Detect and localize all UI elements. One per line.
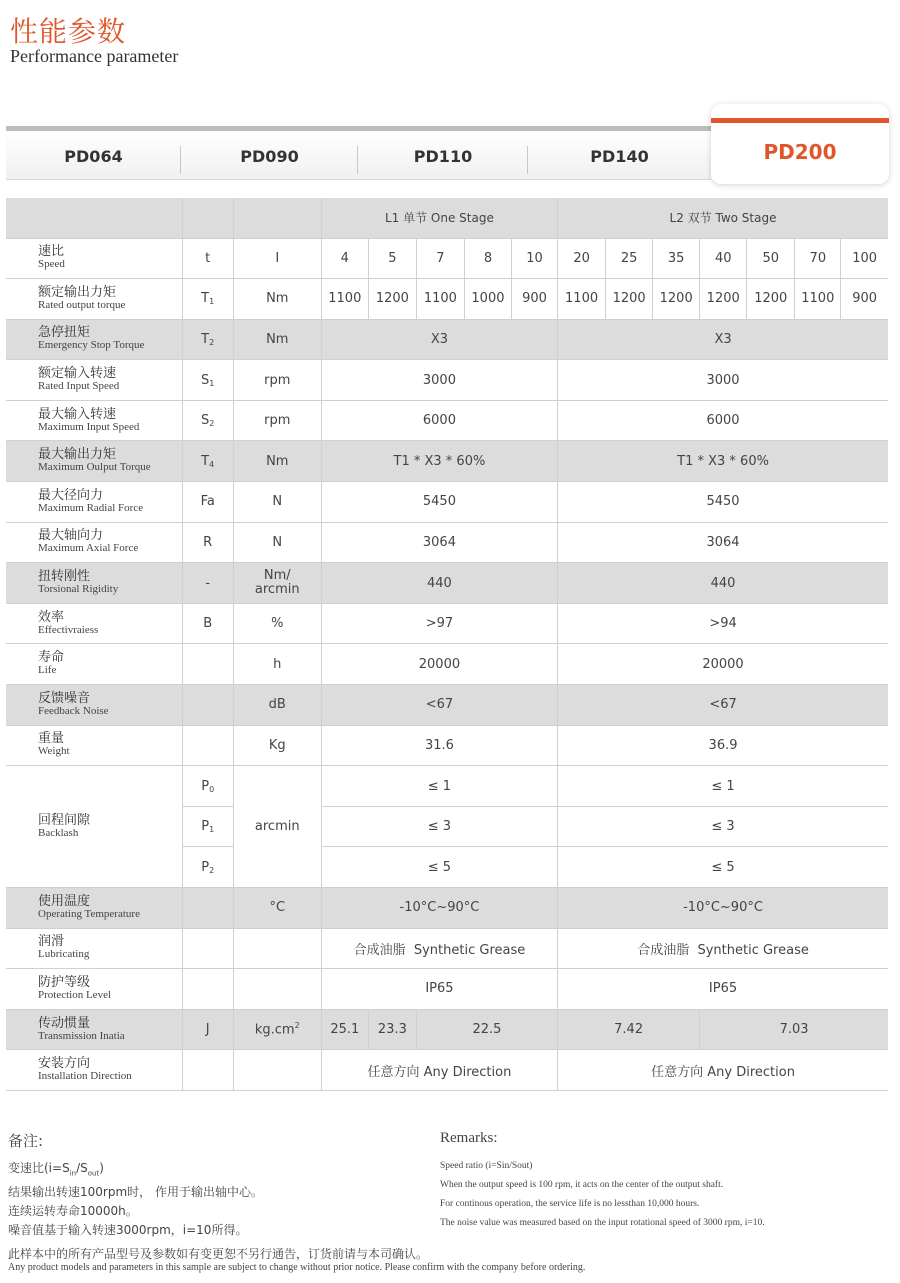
row-symbol [182, 1050, 233, 1091]
row-symbol: J [182, 1009, 233, 1050]
stage2-value: ≤ 1 [558, 766, 888, 807]
notes-en [440, 1130, 890, 1233]
header-blank [6, 198, 182, 238]
row-symbol: B [182, 603, 233, 644]
ratio-value: 40 [700, 238, 747, 279]
inertia-value: 7.03 [700, 1009, 888, 1050]
table-header-row [6, 198, 888, 238]
row-symbol: R [182, 522, 233, 563]
stage1-value: 3064 [321, 522, 557, 563]
ratio-value: 50 [747, 238, 795, 279]
torque-value: 1000 [464, 279, 511, 320]
row-unit [233, 1050, 321, 1091]
row-label: 额定输出力矩 Rated output torque [6, 279, 182, 320]
row-symbol [182, 644, 233, 685]
header-blank [233, 198, 321, 238]
inertia-value: 23.3 [368, 1009, 416, 1050]
torque-value: 1200 [653, 279, 700, 320]
tab-pd140[interactable] [528, 131, 711, 180]
row-symbol: $T_1$ [182, 279, 233, 320]
notes-cn-line: 噪音值基于输入转速3000rpm，i=10所得。 [8, 1223, 248, 1238]
torque-value: 1100 [416, 279, 464, 320]
disclaimer-cn: 此样本中的所有产品型号及参数如有变更恕不另行通告，订货前请与本司确认。 [8, 1247, 429, 1261]
row-label: 扭转刚性 Torsional Rigidity [6, 563, 182, 604]
row-unit: °C [233, 888, 321, 929]
table-row-rated-input-speed [6, 360, 888, 401]
disclaimer-en: Any product models and parameters in this sample are subject to change without prior notice. Please confirm with the company before ordering. [8, 1262, 586, 1273]
table-row-max-axial-force [6, 522, 888, 563]
row-unit: Nm/ arcmin [233, 563, 321, 604]
notes-cn-line: 连续运转寿命10000h。 [8, 1204, 138, 1219]
torque-value: 1200 [700, 279, 747, 320]
tab-label: PD200 [763, 140, 837, 164]
row-label: 额定输入转速 Rated Input Speed [6, 360, 182, 401]
row-symbol [182, 928, 233, 969]
row-symbol: $P_0$ [182, 766, 233, 807]
table-row-protection [6, 969, 888, 1010]
row-label: 润滑 Lubricating [6, 928, 182, 969]
tab-label: PD140 [590, 147, 649, 166]
stage2-value: ≤ 5 [558, 847, 888, 888]
torque-value: 1200 [606, 279, 653, 320]
row-label: 传动惯量 Transmission Inatia [6, 1009, 182, 1050]
table-row-ratio [6, 238, 888, 279]
ratio-value: 4 [321, 238, 368, 279]
row-label: 最大输出力矩 Maximum Oulput Torque [6, 441, 182, 482]
inertia-value: 7.42 [558, 1009, 700, 1050]
row-label: 防护等级 Protection Level [6, 969, 182, 1010]
stage2-value: 任意方向 Any Direction [558, 1050, 888, 1091]
page-title-en: Performance parameter [10, 46, 179, 66]
row-unit [233, 928, 321, 969]
stage1-value: X3 [321, 319, 557, 360]
row-symbol [182, 725, 233, 766]
row-label: 急停扭矩 Emergency Stop Torque [6, 319, 182, 360]
stage2-value: 3000 [558, 360, 888, 401]
row-unit: I [233, 238, 321, 279]
row-symbol [182, 888, 233, 929]
stage1-value: 6000 [321, 400, 557, 441]
row-symbol [182, 685, 233, 726]
table-row-max-input-speed [6, 400, 888, 441]
row-unit: rpm [233, 400, 321, 441]
stage2-value: X3 [558, 319, 888, 360]
row-unit [233, 969, 321, 1010]
row-label: 最大输入转速 Maximum Input Speed [6, 400, 182, 441]
stage2-value: 3064 [558, 522, 888, 563]
row-label: 效率 Effectivraiess [6, 603, 182, 644]
stage1-value: 合成油脂 Synthetic Grease [321, 928, 557, 969]
table-row-weight [6, 725, 888, 766]
stage2-value: 440 [558, 563, 888, 604]
notes-cn-heading: 备注: [8, 1132, 44, 1150]
row-symbol: $S_2$ [182, 400, 233, 441]
inertia-value: 22.5 [416, 1009, 557, 1050]
tab-pd200[interactable] [711, 104, 889, 184]
row-symbol: t [182, 238, 233, 279]
table-row-installation [6, 1050, 888, 1091]
row-unit: h [233, 644, 321, 685]
stage2-value: ≤ 3 [558, 806, 888, 847]
stage1-header: L1 单节 One Stage [321, 198, 557, 238]
header-blank [182, 198, 233, 238]
stage1-value: 3000 [321, 360, 557, 401]
stage1-value: IP65 [321, 969, 557, 1010]
table-row-efficiency [6, 603, 888, 644]
ratio-value: 8 [464, 238, 511, 279]
row-unit: N [233, 522, 321, 563]
torque-value: 900 [841, 279, 888, 320]
row-label: 寿命 Life [6, 644, 182, 685]
ratio-value: 100 [841, 238, 888, 279]
table-row-inertia [6, 1009, 888, 1050]
row-unit: N [233, 482, 321, 523]
notes-cn-line: 结果输出转速100rpm时， 作用于输出轴中心。 [8, 1185, 263, 1200]
table-row-max-output-torque [6, 441, 888, 482]
ratio-value: 20 [558, 238, 606, 279]
torque-value: 1200 [747, 279, 795, 320]
stage1-value: 31.6 [321, 725, 557, 766]
row-label: 速比 Speed [6, 238, 182, 279]
row-label: 安装方向 Installation Direction [6, 1050, 182, 1091]
stage2-value: 20000 [558, 644, 888, 685]
notes-cn [8, 1130, 428, 1240]
stage2-value: <67 [558, 685, 888, 726]
row-unit: Nm [233, 441, 321, 482]
row-unit: Nm [233, 279, 321, 320]
stage1-value: 20000 [321, 644, 557, 685]
ratio-value: 35 [653, 238, 700, 279]
notes-en-line: The noise value was measured based on the input rotational speed of 3000 rpm, i=10. [440, 1218, 765, 1228]
stage1-value: 5450 [321, 482, 557, 523]
table-row-backlash-p0 [6, 766, 888, 807]
torque-value: 1100 [795, 279, 841, 320]
disclaimer [8, 1247, 585, 1275]
table-row-max-radial-force [6, 482, 888, 523]
notes-en-line: For continous operation, the service life is no lessthan 10,000 hours. [440, 1199, 700, 1209]
stage1-value: <67 [321, 685, 557, 726]
notes-cn-line: 变速比$(i=S_{in}/S_{out})$ [8, 1161, 104, 1178]
row-symbol: $P_2$ [182, 847, 233, 888]
row-label: 回程间隙 Backlash [6, 766, 182, 888]
torque-value: 900 [511, 279, 557, 320]
row-symbol: $S_1$ [182, 360, 233, 401]
tab-label: PD064 [64, 147, 123, 166]
notes-en-line: When the output speed is 100 rpm, it acts on the center of the output shaft. [440, 1180, 724, 1190]
torque-value: 1100 [558, 279, 606, 320]
row-symbol [182, 969, 233, 1010]
stage1-value: -10°C~90°C [321, 888, 557, 929]
tab-pd110[interactable] [358, 131, 528, 180]
row-label: 最大径向力 Maximum Radial Force [6, 482, 182, 523]
row-label: 重量 Weight [6, 725, 182, 766]
table-row-life [6, 644, 888, 685]
table-row-emergency-torque [6, 319, 888, 360]
row-unit: dB [233, 685, 321, 726]
row-label: 反馈噪音 Feedback Noise [6, 685, 182, 726]
stage1-value: 440 [321, 563, 557, 604]
table-row-noise [6, 685, 888, 726]
torque-value: 1200 [368, 279, 416, 320]
row-symbol: $P_1$ [182, 806, 233, 847]
tab-pd064[interactable] [6, 131, 181, 180]
stage2-value: -10°C~90°C [558, 888, 888, 929]
stage1-value: 任意方向 Any Direction [321, 1050, 557, 1091]
tab-label: PD110 [413, 147, 473, 166]
stage1-value: ≤ 5 [321, 847, 557, 888]
notes-en-line: Speed ratio (i=Sin/Sout) [440, 1161, 533, 1171]
stage2-value: 36.9 [558, 725, 888, 766]
stage2-value: IP65 [558, 969, 888, 1010]
row-symbol: - [182, 563, 233, 604]
stage2-value: T1 * X3 * 60% [558, 441, 888, 482]
row-unit: $kg.cm^2$ [233, 1009, 321, 1050]
row-unit: Nm [233, 319, 321, 360]
stage2-value: >94 [558, 603, 888, 644]
row-symbol: Fa [182, 482, 233, 523]
notes-en-heading: Remarks: [440, 1130, 498, 1146]
ratio-value: 25 [606, 238, 653, 279]
row-unit: % [233, 603, 321, 644]
torque-value: 1100 [321, 279, 368, 320]
ratio-value: 10 [511, 238, 557, 279]
table-row-temperature [6, 888, 888, 929]
ratio-value: 70 [795, 238, 841, 279]
stage1-value: ≤ 1 [321, 766, 557, 807]
row-label: 使用温度 Operating Temperature [6, 888, 182, 929]
row-label: 最大轴向力 Maximum Axial Force [6, 522, 182, 563]
table-row-torsional-rigidity [6, 563, 888, 604]
stage1-value: T1 * X3 * 60% [321, 441, 557, 482]
ratio-value: 5 [368, 238, 416, 279]
page-title-cn: 性能参数 [10, 15, 127, 48]
tab-pd090[interactable] [181, 131, 358, 180]
table-row-rated-torque [6, 279, 888, 320]
model-tabbar [6, 126, 888, 184]
row-symbol: $T_2$ [182, 319, 233, 360]
stage2-header: L2 双节 Two Stage [558, 198, 888, 238]
stage2-value: 6000 [558, 400, 888, 441]
table-row-lubricating [6, 928, 888, 969]
row-symbol: $T_4$ [182, 441, 233, 482]
stage2-value: 5450 [558, 482, 888, 523]
tab-label: PD090 [240, 147, 299, 166]
inertia-value: 25.1 [321, 1009, 368, 1050]
row-unit: rpm [233, 360, 321, 401]
row-unit: arcmin [233, 766, 321, 888]
ratio-value: 7 [416, 238, 464, 279]
active-tab-indicator [711, 118, 889, 123]
row-unit: Kg [233, 725, 321, 766]
stage1-value: >97 [321, 603, 557, 644]
performance-table [6, 198, 888, 1091]
stage2-value: 合成油脂 Synthetic Grease [558, 928, 888, 969]
stage1-value: ≤ 3 [321, 806, 557, 847]
